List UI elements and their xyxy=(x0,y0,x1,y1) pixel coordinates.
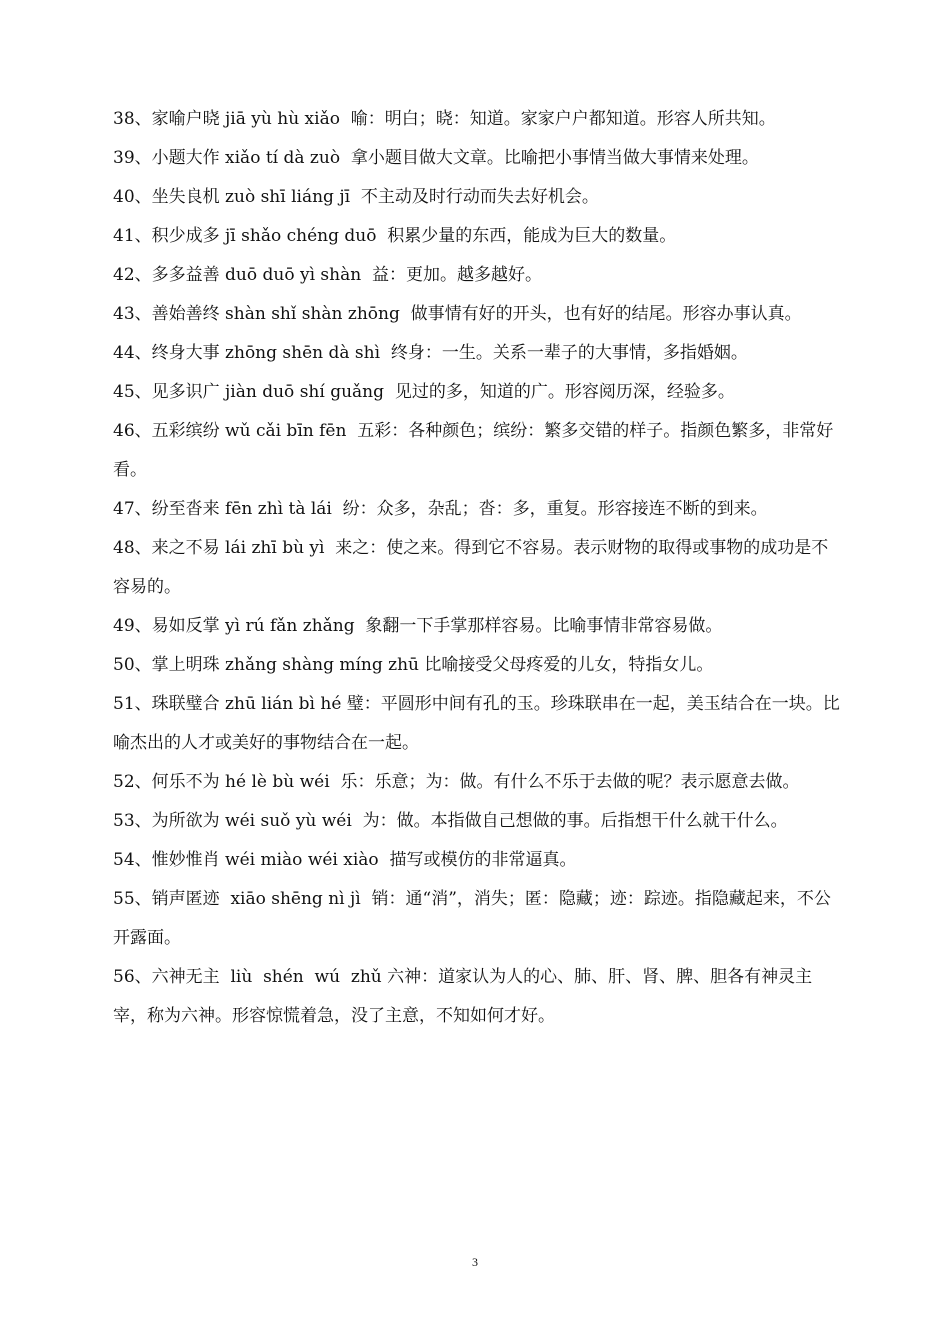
idiom-entry-42: 42、多多益善 duō duō yì shàn 益：更加。越多越好。 xyxy=(113,265,542,285)
idiom-entry-54: 54、惟妙惟肖 wéi miào wéi xiào 描写或模仿的非常逼真。 xyxy=(113,850,577,870)
idiom-entry-51: 51、珠联璧合 zhū lián bì hé 璧：平圆形中间有孔的玉。珍珠联串在一起，美玉结合在一块。比喻杰出的人才或美好的事物结合在一起。 xyxy=(113,694,840,753)
idiom-entry-52: 52、何乐不为 hé lè bù wéi 乐：乐意；为：做。有什么不乐于去做的呢？表示愿意去做。 xyxy=(113,772,800,792)
page-number: 3 xyxy=(472,1255,478,1269)
idiom-entry-39: 39、小题大作 xiǎo tí dà zuò 拿小题目做大文章。比喻把小事情当做大事情来处理。 xyxy=(113,148,759,168)
idiom-entry-46: 46、五彩缤纷 wǔ cǎi bīn fēn 五彩：各种颜色；缤纷：繁多交错的样子。指颜色繁多，非常好看。 xyxy=(113,421,834,480)
idiom-entry-44: 44、终身大事 zhōng shēn dà shì 终身：一生。关系一辈子的大事情，多指婚姻。 xyxy=(113,343,748,363)
idiom-entry-38: 38、家喻户晓 jiā yù hù xiǎo 喻：明白；晓：知道。家家户户都知道。形容人所共知。 xyxy=(113,109,776,129)
idiom-entry-40: 40、坐失良机 zuò shī liáng jī 不主动及时行动而失去好机会。 xyxy=(113,187,599,207)
idiom-entry-43: 43、善始善终 shàn shǐ shàn zhōng 做事情有好的开头，也有好的结尾。形容办事认真。 xyxy=(113,304,802,324)
idiom-entry-48: 48、来之不易 lái zhī bù yì 来之：使之来。得到它不容易。表示财物的取得或事物的成功是不容易的。 xyxy=(113,538,829,597)
idiom-entry-45: 45、见多识广 jiàn duō shí guǎng 见过的多，知道的广。形容阅历深，经验多。 xyxy=(113,382,735,402)
idiom-entry-49: 49、易如反掌 yì rú fǎn zhǎng 象翻一下手掌那样容易。比喻事情非常容易做。 xyxy=(113,616,723,636)
idiom-entry-53: 53、为所欲为 wéi suǒ yù wéi 为：做。本指做自己想做的事。后指想干什么就干什么。 xyxy=(113,811,788,831)
idiom-entry-41: 41、积少成多 jī shǎo chéng duō 积累少量的东西，能成为巨大的数量。 xyxy=(113,226,677,246)
idiom-entry-55: 55、销声匿迹 xiāo shēng nì jì 销：通“消”，消失；匿：隐藏；迹：踪迹。指隐藏起来，不公开露面。 xyxy=(113,889,831,948)
idiom-entry-50: 50、掌上明珠 zhǎng shàng míng zhū 比喻接受父母疼爱的儿女，特指女儿。 xyxy=(113,655,714,675)
idiom-list xyxy=(113,100,843,1036)
idiom-entry-47: 47、纷至沓来 fēn zhì tà lái 纷：众多，杂乱；沓：多，重复。形容接连不断的到来。 xyxy=(113,499,768,519)
idiom-entry-56: 56、六神无主 liù shén wú zhǔ 六神：道家认为人的心、肺、肝、肾、脾、胆各有神灵主宰，称为六神。形容惊慌着急，没了主意，不知如何才好。 xyxy=(113,967,813,1026)
